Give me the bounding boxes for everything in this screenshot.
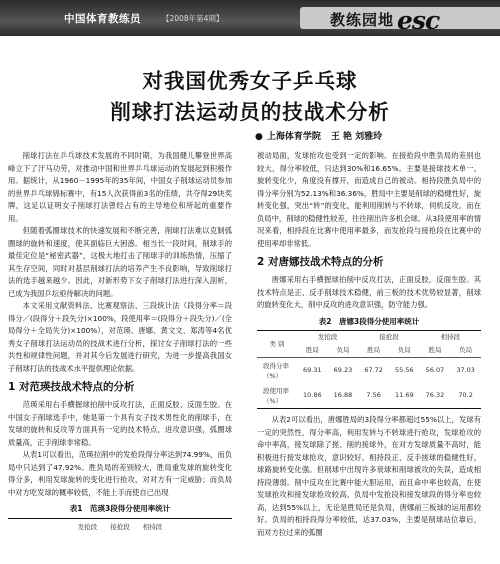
section-heading-2: 2 对唐娜技战术特点的分析	[257, 256, 384, 268]
table-sub-header: 胜局	[428, 346, 442, 355]
paragraph: 削球打法在乒乓球技术发展的不同时期，为我国健儿攀登世界高峰立下了汗马功劳，对推动中国和世界乒乓球运动的发展起到积极作用。据统计，从1960－1995年的35年间，中国女子削球运动员参加的世界乒乓球锦标赛中，有15人次获得前3名的佳绩，共夺得29块奖牌，这足以证明女子削球打法曾经占有的主导地位和所起的重要作用。	[8, 151, 232, 223]
table-sub-header: 胜局	[367, 346, 381, 355]
table-cell: 37.03	[456, 366, 475, 375]
article-title-line1: 对我国优秀女子乒乓球	[142, 69, 358, 93]
issue-label: 【2008年第4期】	[162, 14, 224, 23]
table-stub-header: 类 别	[257, 331, 297, 358]
author-names: 王 艳 刘雅玲	[330, 132, 383, 142]
esc-logo: esc	[397, 6, 440, 35]
table2-caption: 表2 唐娜3段得分使用率统计	[318, 316, 420, 326]
table-cell: 10.86	[303, 391, 322, 400]
table-cell: 69.31	[303, 366, 322, 375]
table2	[257, 330, 481, 409]
table-sub-header: 负局	[397, 346, 411, 355]
table-cell: 69.23	[333, 366, 353, 375]
table1-header: 发抢段 接抢段 相持段	[8, 518, 232, 534]
table-row-label: 段使用率（%）	[263, 386, 289, 405]
table-cell: 70.2	[458, 391, 473, 400]
table-cell: 67.72	[364, 366, 383, 375]
paragraph: 但随着弧圈球技术的快速发展和不断完善，削球打法难以克制弧圈球的旋转和速度，使其面临巨大困惑。相当长一段时间，削球手的最佳定位是“秘密武器”，这极大地打击了削球手的训练热情，压缩了其生存空间，同时对基层削球打法的培养产生不良影响，导致削球打法的选手越来越少。因此，对新形势下女子削球打法进行深入剖析，已成为我国乒坛亟待解决的问题。	[8, 226, 232, 298]
table-sub-header: 负局	[459, 346, 473, 355]
table-cell: 76.32	[425, 391, 445, 400]
table-cell: 55.56	[394, 366, 414, 375]
table-group-header: 接抢段	[379, 333, 399, 342]
journal-name: 中国体育教练员	[64, 13, 141, 25]
table-row	[257, 383, 481, 409]
section-heading-1: 1 对范瑛技战术特点的分析	[8, 381, 135, 393]
article-title-line2: 削球打法运动员的技战术分析	[110, 100, 390, 124]
table-cell: 56.07	[425, 366, 445, 375]
paragraph: 范瑛采用右手横握球拍削中反攻打法，正面反胶、反面生胶。在中国女子削球选手中，她是第一个具有女子技术男性化的削球手，在发球的旋转和反攻等方面具有一定的技术特点，进攻意识强，弧圈球质量高，正手削球非常稳。	[8, 400, 232, 447]
table-row-label: 段得分率（%）	[263, 361, 289, 380]
table-cell: 11.69	[394, 391, 414, 400]
table1-caption: 表1 范瑛3段得分使用率统计	[69, 504, 171, 513]
right-column	[257, 150, 481, 539]
paragraph: 唐娜采用右手横握球拍削中反攻打法，正面反胶，反面生胶。其技术特点是正、反手削球技术稳健，前三板的技术优势较显著，削球的旋转变化大，削中反攻的进攻意识强，防守能力强。	[257, 275, 481, 309]
bullet-icon: ●	[255, 132, 263, 142]
left-column	[8, 150, 232, 533]
author-line	[255, 129, 382, 142]
table-sub-header: 负局	[336, 346, 350, 355]
table-sub-header: 胜局	[305, 346, 319, 355]
paragraph: 本文采用文献资料法、比赛观察法、三段统计法（段得分率＝段得分／(段得分＋段失分)×100%，段使用率＝(段得分＋段失分)／(全局得分＋全局失分)×100%），对范瑛、唐娜、黄文文、郑涛等4名优秀女子削球打法运动员的技战术进行分析，探讨女子削球打法的一些共性和规律性问题，并对其今后发展进行研究，为进一步提高我国女子削球打法的技战术水平提供理论依据。	[8, 301, 232, 373]
column-title: 教练园地	[330, 11, 395, 29]
paragraph: 从表2可以看出，唐娜胜局的3段得分率都超过55%以上，发球有一定的突然性，得分率高，利用发转与不转球进行抢攻，发球抢攻的命中率高，接发球除了搓、削的接球外，在对方发球质量不高时，能积极进行接发球抢攻，意识较好。相持段正、反手搓球的稳健性好，球路旋转变化强。但削球中出现许多衰球和削球被攻的失误，造成相持段薄弱。削中反攻在比赛中能大胆运用，而且命中率也较高，在使发球抢攻和接发球抢攻较高。负局中发抢段和接发球段的得分率也较高，达到55%以上，无论是胜局还是负局，唐娜前三板球的运用都较好。负局的相持段得分率较低，达37.03%，主要是削球站位靠后，而对方拉过来的弧圈	[257, 415, 481, 537]
journal-header-band	[0, 0, 500, 36]
table-cell: 7.56	[366, 391, 381, 400]
table-group-header: 发抢段	[317, 333, 338, 342]
paragraph: 被动局面，发球抢攻也受到一定的影响。在接抢段中胜负局的差别也较大，得分率较低，只达到30%和16.65%。主要是接球技术单一，旋转变化少，角度没有撑开，而造成自己的被动。相持段胜负局中的得分率分别为52.13%和36.36%，胜局中主要是削球的稳健性好，旋转变化强，突出“转”的变化，能利用削转与不转球，伺机反攻。而在负局中，削球的稳健性较差，往往削出许多机会球。从3段使用率的情况来看，相持段在比赛中使用率最多，而发抢段与接抢段在比赛中的使用率却非常低。	[257, 151, 481, 248]
paragraph: 从表1可以看出，范瑛拉削中的发抢段得分率达到74.99%，而负局中只达到了47.92%。胜负局的差别较大，胜局重发球的旋转变化得分多，利用发球旋转的变化进行抢攻，对对方有一定威胁；而负局中对方吃发球的概率较低，不能上手而使自己出现	[8, 450, 232, 497]
table-row	[257, 358, 481, 384]
table-group-header: 相持段	[440, 333, 461, 342]
table-cell: 16.88	[333, 391, 353, 400]
affiliation: 上海体育学院	[266, 132, 321, 142]
